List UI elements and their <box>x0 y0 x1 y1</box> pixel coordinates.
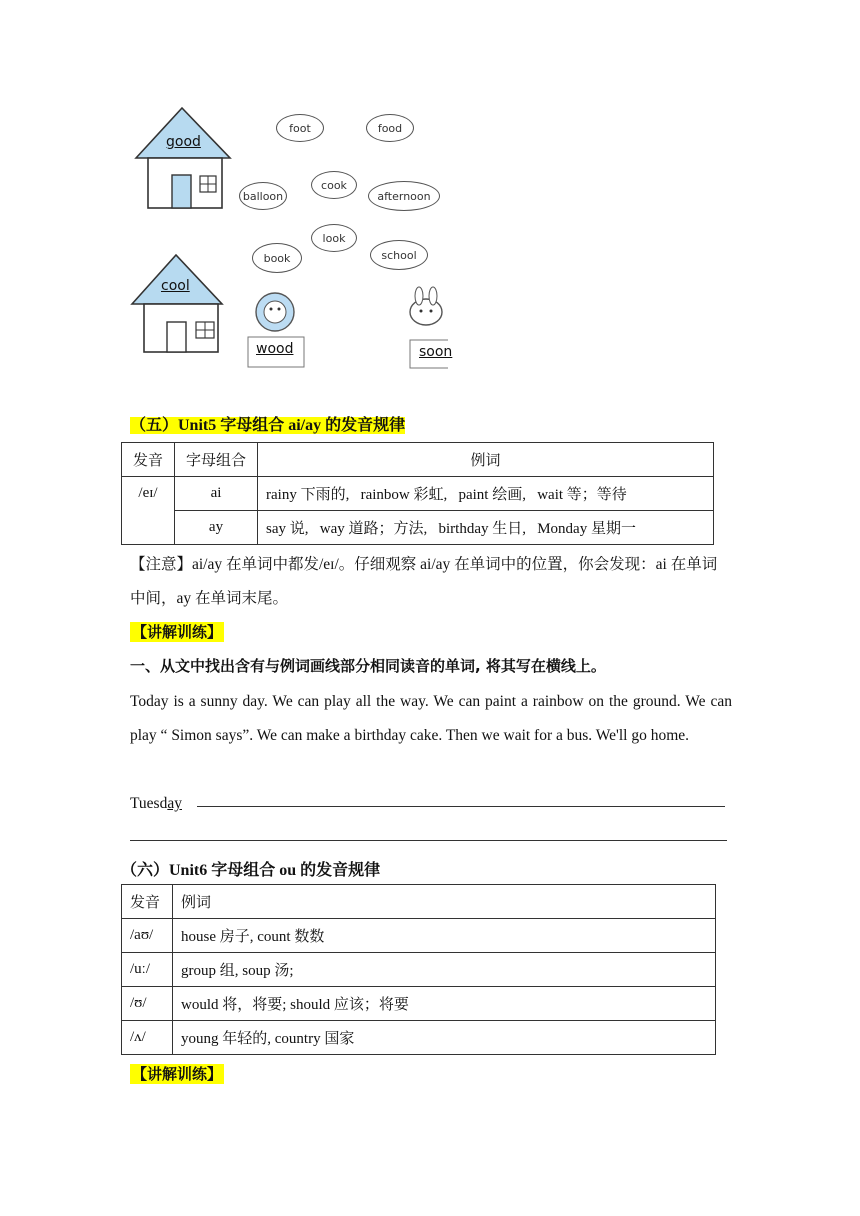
example-word-underlined: ay <box>167 795 182 812</box>
bubble-word: food <box>366 114 414 142</box>
house-word-good: good <box>166 134 201 150</box>
combo-cell: ai <box>175 477 258 511</box>
note-paragraph: 【注意】ai/ay 在单词中都发/eɪ/。仔细观察 ai/ay 在单词中的位置，你会发现：ai 在单词中间，ay 在单词末尾。 <box>130 556 718 607</box>
practice-label-text: 【讲解训练】 <box>132 1065 223 1083</box>
phoneme-cell: /ʊ/ <box>122 987 173 1021</box>
table-row <box>122 1021 716 1055</box>
section5-title <box>130 412 405 435</box>
question-title: 一、从文中找出含有与例词画线部分相同读音的单词, 将其写在横线上。 <box>130 657 606 675</box>
section5-table <box>121 442 714 545</box>
examples-cell: group 组, soup 汤; <box>173 953 716 987</box>
section6-table <box>121 884 716 1055</box>
answer-line[interactable] <box>197 806 725 807</box>
rabbit-icon <box>410 299 442 325</box>
section5-title-highlight: 字母组合 ai/ay 的发音规律 <box>220 417 406 434</box>
phoneme-cell: /uː/ <box>122 953 173 987</box>
header-cell: 发音 <box>122 443 175 477</box>
combo-cell: ay <box>175 511 258 545</box>
examples-cell: rainy 下雨的, rainbow 彩虹, paint 绘画, wait 等；等待 <box>258 477 714 511</box>
phoneme-cell: /aʊ/ <box>122 919 173 953</box>
header-cell: 例词 <box>173 885 716 919</box>
header-cell: 发音 <box>122 885 173 919</box>
phonics-illustration <box>128 100 453 380</box>
answer-line[interactable] <box>130 840 727 841</box>
bubble-word: balloon <box>239 182 287 210</box>
house-word-cool: cool <box>161 278 190 294</box>
bubble-word: foot <box>276 114 324 142</box>
table-row <box>122 987 716 1021</box>
table-row <box>122 953 716 987</box>
phoneme-cell: /eɪ/ <box>122 477 175 545</box>
bubble-word: afternoon <box>368 181 440 211</box>
sign-word-soon: soon <box>419 344 453 360</box>
table-row <box>122 477 714 511</box>
table-row <box>122 511 714 545</box>
header-cell: 字母组合 <box>175 443 258 477</box>
bubble-word: school <box>370 240 428 270</box>
phoneme-cell: /ʌ/ <box>122 1021 173 1055</box>
header-cell: 例词 <box>258 443 714 477</box>
examples-cell: young 年轻的, country 国家 <box>173 1021 716 1055</box>
bubble-word: cook <box>311 171 357 199</box>
bubble-word: look <box>311 224 357 252</box>
practice-label-text: 【讲解训练】 <box>132 623 223 641</box>
table-header-row <box>122 443 714 477</box>
examples-cell: house 房子, count 数数 <box>173 919 716 953</box>
example-word <box>130 787 182 821</box>
section5-title-prefix: （五）Unit5 <box>130 417 221 434</box>
examples-cell: say 说, way 道路；方法, birthday 生日, Monday 星期一 <box>258 511 714 545</box>
examples-cell: would 将，将要; should 应该；将要 <box>173 987 716 1021</box>
passage-text: Today is a sunny day. We can play all the way. We can paint a rainbow on the ground. We can play “ Simon says”. We can make a birthday cake. Then we wait for a bus. We'll go home. <box>130 693 732 744</box>
practice-label-2 <box>130 1063 224 1084</box>
table-header-row <box>122 885 716 919</box>
table-row <box>122 919 716 953</box>
practice-label-1 <box>130 621 224 642</box>
example-word-prefix: Tuesd <box>130 795 168 812</box>
sign-word-wood: wood <box>256 341 294 357</box>
house-roof-good <box>136 108 230 158</box>
section6-title: （六）Unit6 字母组合 ou 的发音规律 <box>121 862 381 879</box>
bubble-word: book <box>252 243 302 273</box>
